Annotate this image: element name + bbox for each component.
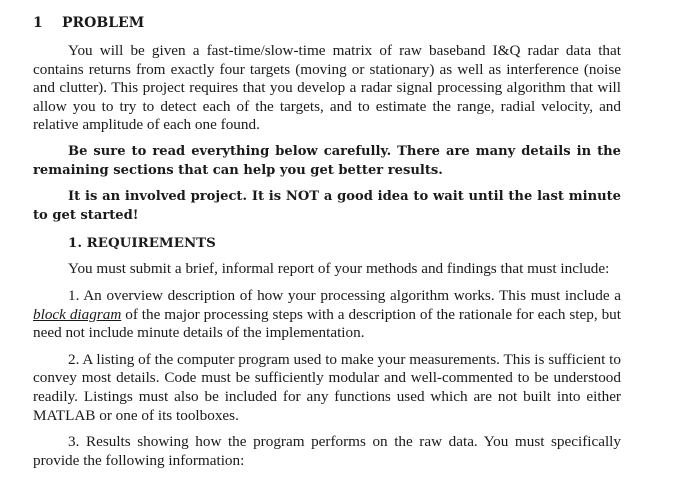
section-number: 1 [33,15,43,31]
item1-text-after: of the major processing steps with a description of the rationale for each step, but need not include minute details of the implementation. [33,305,621,342]
requirement-item-2: 2. A listing of the computer program used to make your measurements. This is sufficient to convey most details. Code must be sufficiently modular and well-commented to be understood readily. Listings must also be included for any functions used which are not built into either MATLAB or one of its toolboxes. [33,350,621,424]
requirement-item-3: 3. Results showing how the program performs on the raw data. You must specifically provide the following information: [33,433,621,469]
section-heading [33,14,621,32]
intro-paragraph: You will be given a fast-time/slow-time matrix of raw baseband I&Q radar data that contains returns from exactly four targets (moving or stationary) as well as interference (noise and clutter). This project requires that you develop a radar signal processing algorithm that will allow you to try to detect each of the targets, and to estimate the range, radial velocity, and relative amplitude of each one found. [33,42,621,134]
section-title: PROBLEM [62,15,145,31]
document-page [33,14,621,470]
requirements-lead: You must submit a brief, informal report of your methods and findings that must include: [68,260,610,278]
notice-read-carefully: Be sure to read everything below carefully. There are many details in the remaining sections that can help you get better results. [33,143,621,178]
block-diagram-emphasis: block diagram [33,305,122,323]
item1-text-before: 1. An overview description of how your processing algorithm works. This must include a [68,286,621,304]
requirements-heading: 1. REQUIREMENTS [68,235,216,252]
notice-start-early: It is an involved project. It is NOT a good idea to wait until the last minute to get started! [33,189,621,223]
requirement-item-1 [33,287,621,343]
